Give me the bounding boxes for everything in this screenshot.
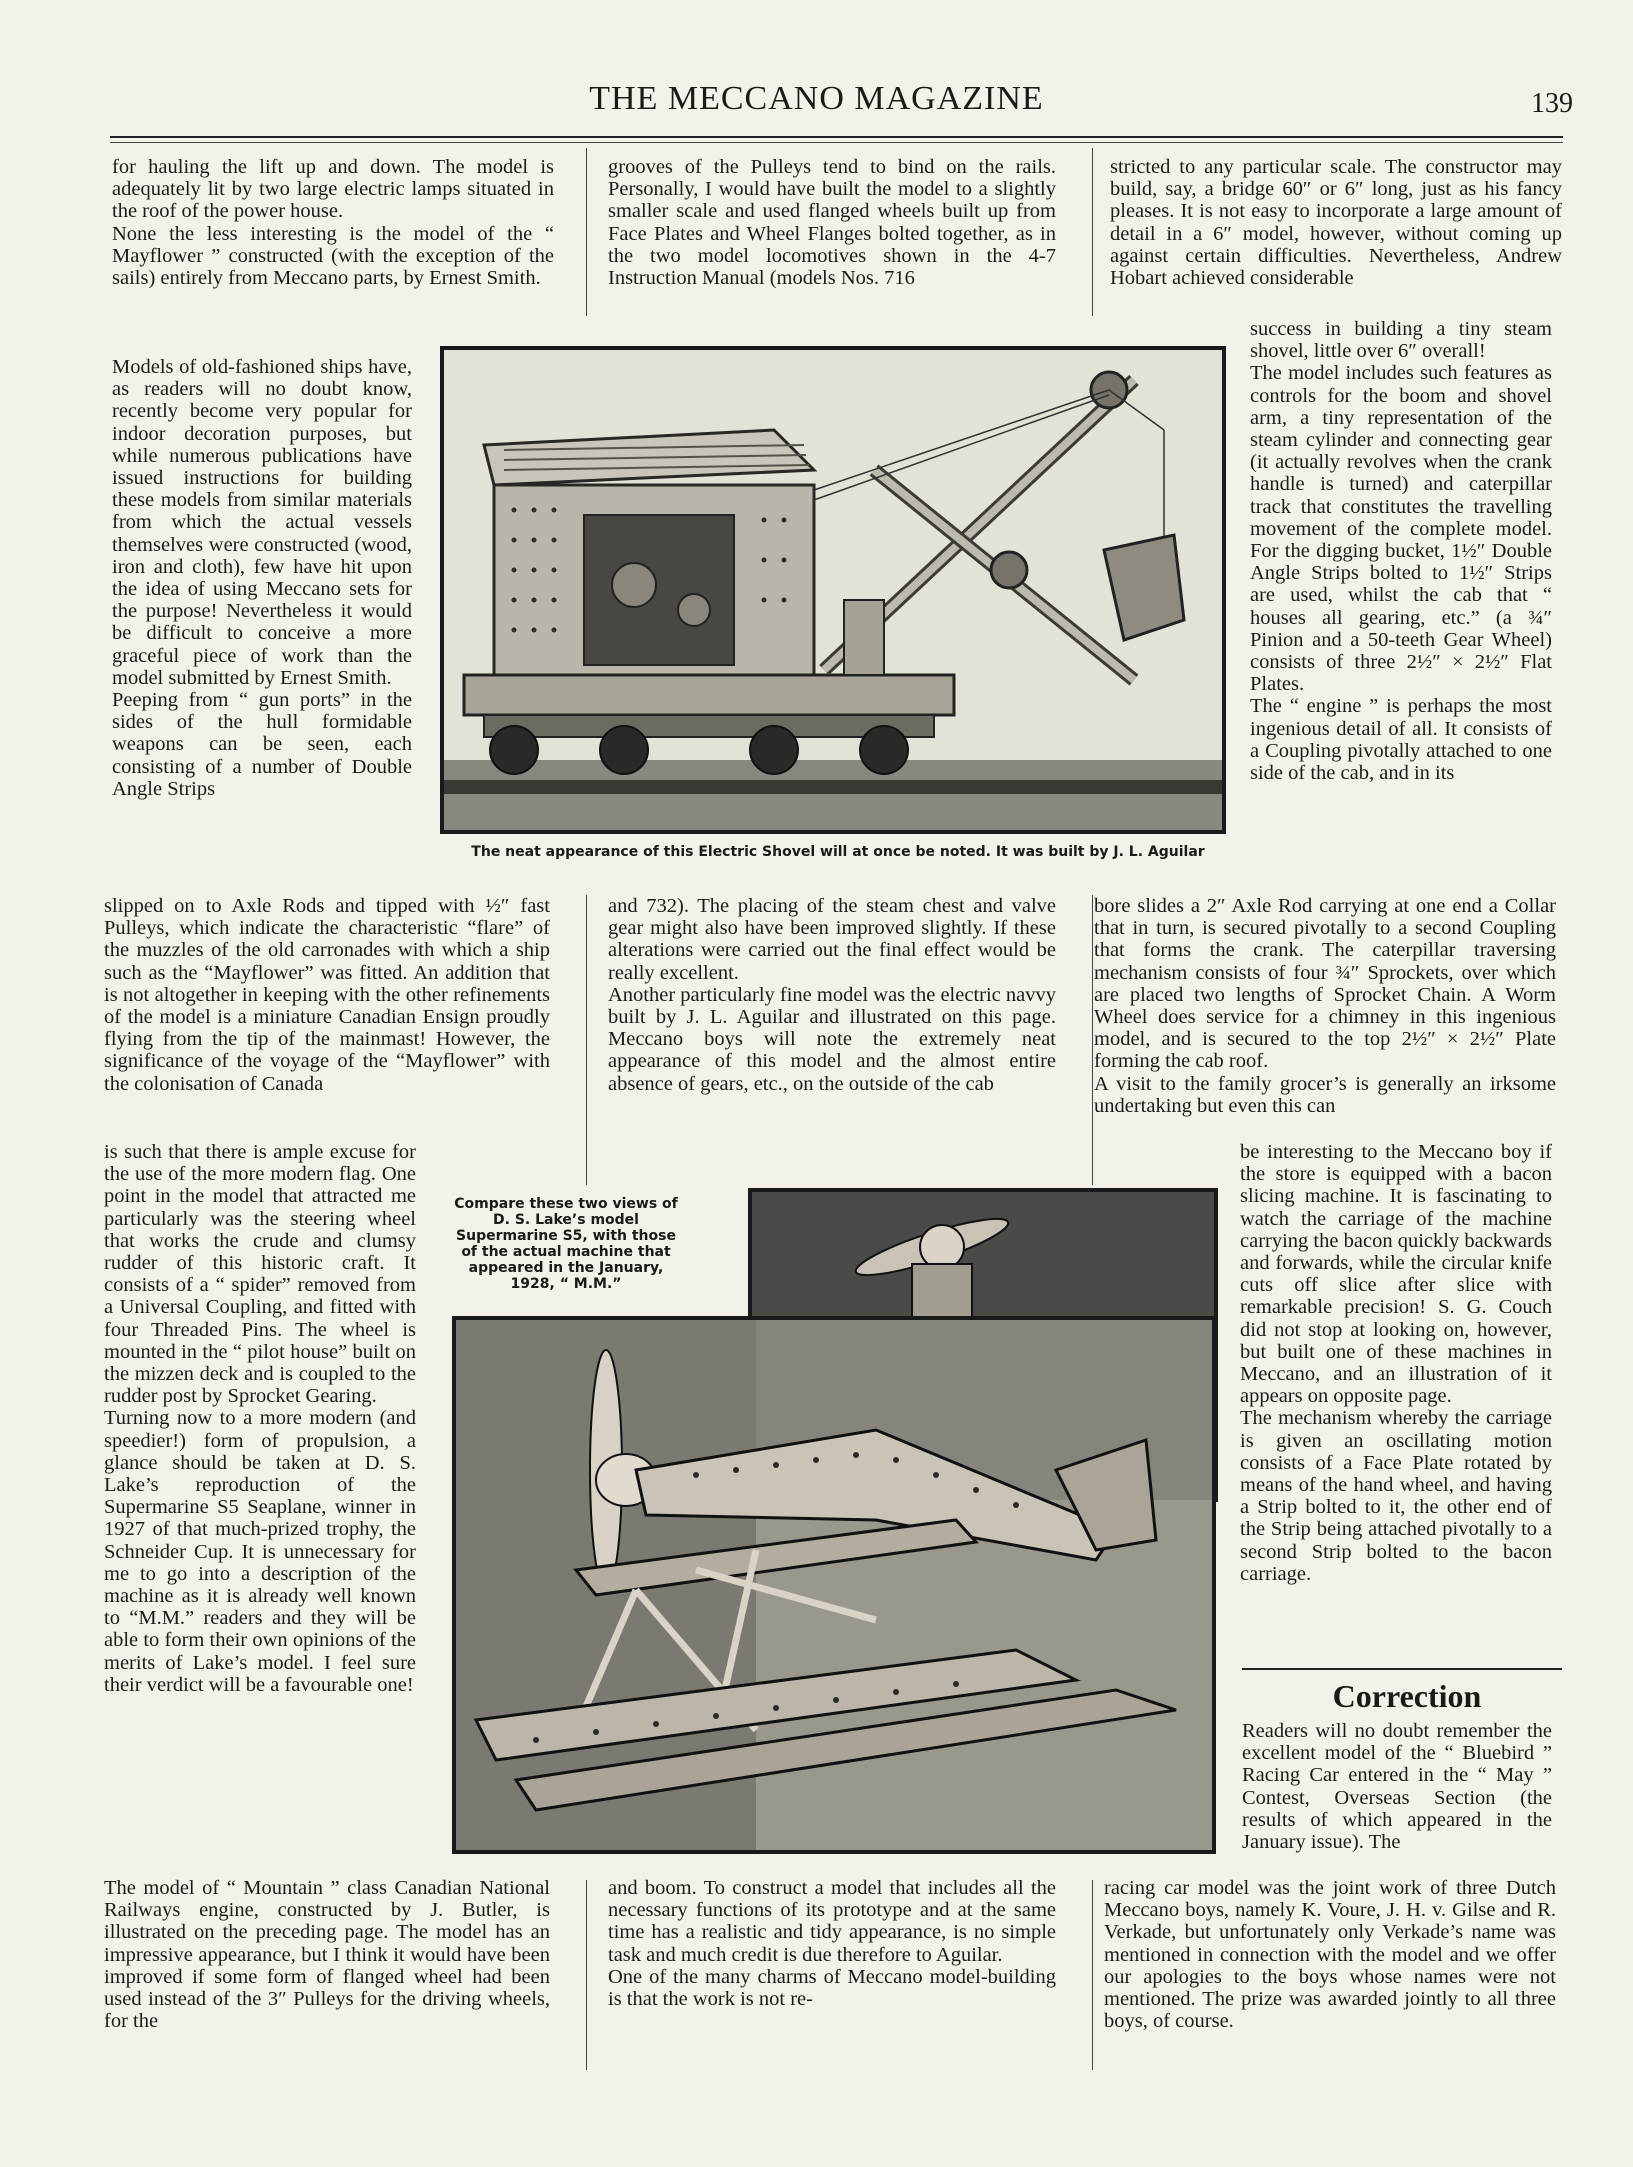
- column-divider-left-top: [586, 148, 587, 316]
- left-column-text-top: for hauling the lift up and down. The model is adequately lit by two large electric lamps situated in the roof of the power house. None the less interesting is the model of the “ Mayflower ” constructed (with the exception of the sails) entirely from Meccano parts, by Ernest Smith.: [112, 156, 554, 290]
- correction-heading: Correction: [1332, 1678, 1482, 1714]
- page-number: 139: [1531, 88, 1573, 119]
- seaplane-side-view-illustration: [456, 1320, 1212, 1850]
- column-divider-right-mid: [1092, 895, 1093, 1185]
- header-rule: [110, 136, 1563, 138]
- right-column-text-narrow: success in building a tiny steam shovel, little over 6″ overall! The model includes such features as controls for the boom and shovel arm, a tiny representation of the steam cylinder and connecting gear (it actually revolves when the crank handle is turned) and caterpillar track that constitutes the travelling movement of the complete model. For the digging bucket, 1½″ Double Angle Strips bolted to 1½″ Strips are used, whilst the cab that “ houses all gearing, etc.” (a ¾″ Pinion and a 50-teeth Gear Wheel) consists of three 2½″ × 2½″ Flat Plates. The “ engine ” is perhaps the most ingenious detail of all. It consists of a Coupling pivotally attached to one side of the cab, and in its: [1250, 318, 1552, 785]
- magazine-title: THE MECCANO MAGAZINE: [589, 80, 1044, 117]
- column-divider-right-bottom: [1092, 1880, 1093, 2070]
- middle-column-text-middle: and 732). The placing of the steam chest and valve gear might also have been improved slightly. If these alterations were carried out the final effect would be really excellent. Another particularly fine model was the electric navvy built by J. L. Aguilar and illustrated on this page. Meccano boys will note the extremely neat appearance of this model and the almost entire absence of gears, etc., on the outside of the cab: [608, 895, 1056, 1095]
- left-column-text-mid: slipped on to Axle Rods and tipped with ½″ fast Pulleys, which indicate the characteristic “flare” of the muzzles of the old carronades with which a ship such as the “Mayflower” was fitted. An addition that is not altogether in keeping with the other refinements of the model is a miniature Canadian Ensign proudly flying from the tip of the mainmast! However, the significance of the voyage of the “Mayflower” with the colonisation of Canada: [104, 895, 550, 1095]
- header-rule-thin: [110, 142, 1563, 143]
- column-divider-left-bottom: [586, 1880, 587, 2070]
- left-column-text-narrow: Models of old-fashioned ships have, as readers will no doubt know, recently become very popular for indoor decoration purposes, but while numerous publications have issued instructions for building these models from similar materials from which the actual vessels themselves were constructed (wood, iron and cloth), few have hit upon the idea of using Meccano sets for the purpose! Nevertheless it would be difficult to conceive a more graceful piece of work than the model submitted by Ernest Smith. Peeping from “ gun ports” in the sides of the hull formidable weapons can be seen, each consisting of a number of Double Angle Strips: [112, 356, 412, 800]
- right-column-text-mid: bore slides a 2″ Axle Rod carrying at one end a Collar that in turn, is secured pivotally to a second Coupling that forms the crank. The caterpillar traversing mechanism consists of four ¾″ Sprockets, over which are placed two lengths of Sprocket Chain. A Worm Wheel does service for a chimney in this ingenious model, and is secured to the top 2½″ × 2½″ Plate forming the cab roof. A visit to the family grocer’s is generally an irksome undertaking but even this can: [1094, 895, 1556, 1117]
- seaplane-caption: Compare these two views of D. S. Lake’s model Supermarine S5, with those of the actual machine that appeared in the January, 1928, “ M.M.”: [454, 1196, 678, 1292]
- electric-shovel-photo: [440, 346, 1226, 834]
- electric-shovel-illustration: [444, 350, 1222, 830]
- left-column-text-lower: is such that there is ample excuse for the use of the more modern flag. One point in the model that attracted me particularly was the steering wheel that works the crude and clumsy rudder of this historic craft. It consists of a “ spider” removed from a Universal Coupling, and fitted with four Threaded Pins. The wheel is mounted in the “ pilot house” built on the mizzen deck and is coupled to the rudder post by Sprocket Gearing. Turning now to a more modern (and speedier!) form of propulsion, a glance should be taken at D. S. Lake’s reproduction of the Supermarine S5 Seaplane, winner in 1927 of that much-prized trophy, the Schneider Cup. It is unnecessary for me to go into a description of the machine as it is already well known to “M.M.” readers and they will be able to form their own opinions of the merits of Lake’s model. I feel sure their verdict will be a favourable one!: [104, 1141, 416, 1696]
- right-column-text-lower: be interesting to the Meccano boy if the store is equipped with a bacon slicing machine. It is fascinating to watch the carriage of the machine carrying the bacon quickly backwards and forwards, while the circular knife cuts off slice after slice with remarkable precision! S. G. Couch did not stop at looking on, however, but built one of these machines in Meccano, and an illustration of it appears on opposite page. The mechanism whereby the carriage is given an oscillating motion consists of a Face Plate rotated by means of the hand wheel, and having a Strip bolted to it, the other end of the Strip being attached pivotally to a second Strip bolted to the bacon carriage.: [1240, 1141, 1552, 1585]
- seaplane-side-view-photo: [452, 1316, 1216, 1854]
- middle-column-text-bottom: and boom. To construct a model that includes all the necessary functions of its prototype and at the same time has a realistic and tidy appearance, is no simple task and much credit is due therefore to Aguilar. One of the many charms of Meccano model-building is that the work is not re-: [608, 1877, 1056, 2011]
- column-divider-right-top: [1092, 148, 1093, 316]
- correction-rule: [1242, 1668, 1562, 1670]
- correction-text-bottom: racing car model was the joint work of three Dutch Meccano boys, namely K. Voure, J. H. v. Gilse and R. Verkade, but unfortunately only Verkade’s name was mentioned in connection with the model and we offer our apologies to the boys whose names were not mentioned. The prize was awarded jointly to all three boys, of course.: [1104, 1877, 1556, 2033]
- column-divider-left-mid: [586, 895, 587, 1185]
- electric-shovel-caption: The neat appearance of this Electric Shovel will at once be noted. It was built by J. L. Aguilar: [471, 844, 1205, 860]
- left-column-text-bottom: The model of “ Mountain ” class Canadian National Railways engine, constructed by J. Butler, is illustrated on the preceding page. The model has an impressive appearance, but I think it would have been improved if some form of flanged wheel had been used instead of the 3″ Pulleys for the driving wheels, for the: [104, 1877, 550, 2033]
- correction-text-top: Readers will no doubt remember the excellent model of the “ Bluebird ” Racing Car entered in the “ May ” Contest, Overseas Section (the results of which appeared in the January issue). The: [1242, 1720, 1552, 1854]
- middle-column-text-top: grooves of the Pulleys tend to bind on the rails. Personally, I would have built the model to a slightly smaller scale and used flanged wheels built up from Face Plates and Wheel Flanges bolted together, as in the two model locomotives shown in the 4-7 Instruction Manual (models Nos. 716: [608, 156, 1056, 290]
- right-column-text-top: stricted to any particular scale. The constructor may build, say, a bridge 60″ or 6″ long, just as his fancy pleases. It is not easy to incorporate a large amount of detail in a 6″ model, however, without coming up against certain difficulties. Nevertheless, Andrew Hobart achieved considerable: [1110, 156, 1562, 290]
